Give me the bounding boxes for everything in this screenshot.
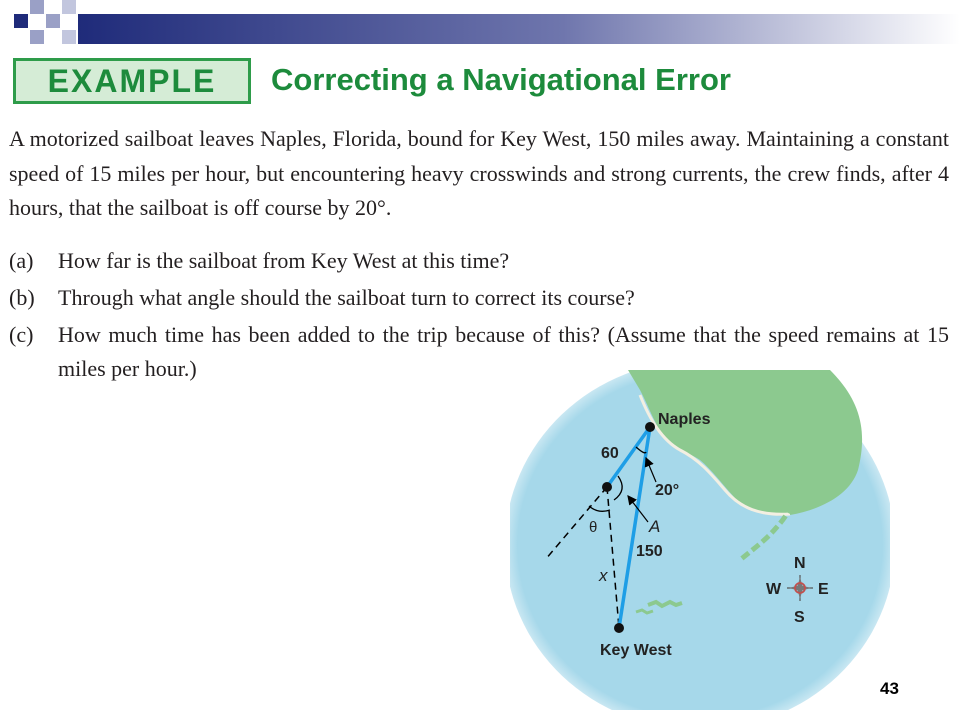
- problem-statement: A motorized sailboat leaves Naples, Florida, bound for Key West, 150 miles away. Maintaining a constant speed of 15 miles per hour, but encountering heavy crosswinds and strong currents, the crew finds, after 4 hours, that the sailboat is off course by 20°.: [9, 126, 949, 220]
- question-a: [9, 242, 949, 279]
- keywest-label: Key West: [600, 642, 672, 659]
- keywest-point: [614, 623, 624, 633]
- naples-point: [645, 422, 655, 432]
- compass-e: E: [818, 581, 829, 598]
- naples-label: Naples: [658, 411, 711, 428]
- turn-point: [602, 482, 612, 492]
- compass-s: S: [794, 609, 805, 626]
- question-text: How far is the sailboat from Key West at this time?: [58, 248, 510, 273]
- question-text: How much time has been added to the trip because of this? (Assume that the speed remains at 15 miles per hour.): [58, 322, 949, 381]
- side-150-label: 150: [636, 543, 663, 560]
- question-label: (c): [9, 322, 34, 347]
- angle-theta-label: θ: [589, 519, 598, 536]
- example-label: EXAMPLE: [47, 62, 217, 99]
- compass-w: W: [766, 581, 782, 598]
- question-label: (a): [9, 248, 34, 273]
- angle-20-label: 20°: [655, 482, 680, 499]
- side-x-label: x: [599, 566, 608, 585]
- question-label: (b): [9, 285, 35, 310]
- question-b: [9, 279, 949, 316]
- example-banner: [13, 58, 251, 104]
- question-list: [9, 242, 949, 386]
- navigation-figure: [510, 370, 890, 710]
- page-number: 43: [880, 679, 899, 698]
- side-A-label: A: [649, 517, 661, 536]
- page-title: Correcting a Navigational Error: [271, 62, 731, 97]
- question-text: Through what angle should the sailboat turn to correct its course?: [58, 285, 635, 310]
- side-60-label: 60: [601, 445, 619, 462]
- compass-n: N: [794, 555, 806, 572]
- corner-decoration: [0, 0, 960, 50]
